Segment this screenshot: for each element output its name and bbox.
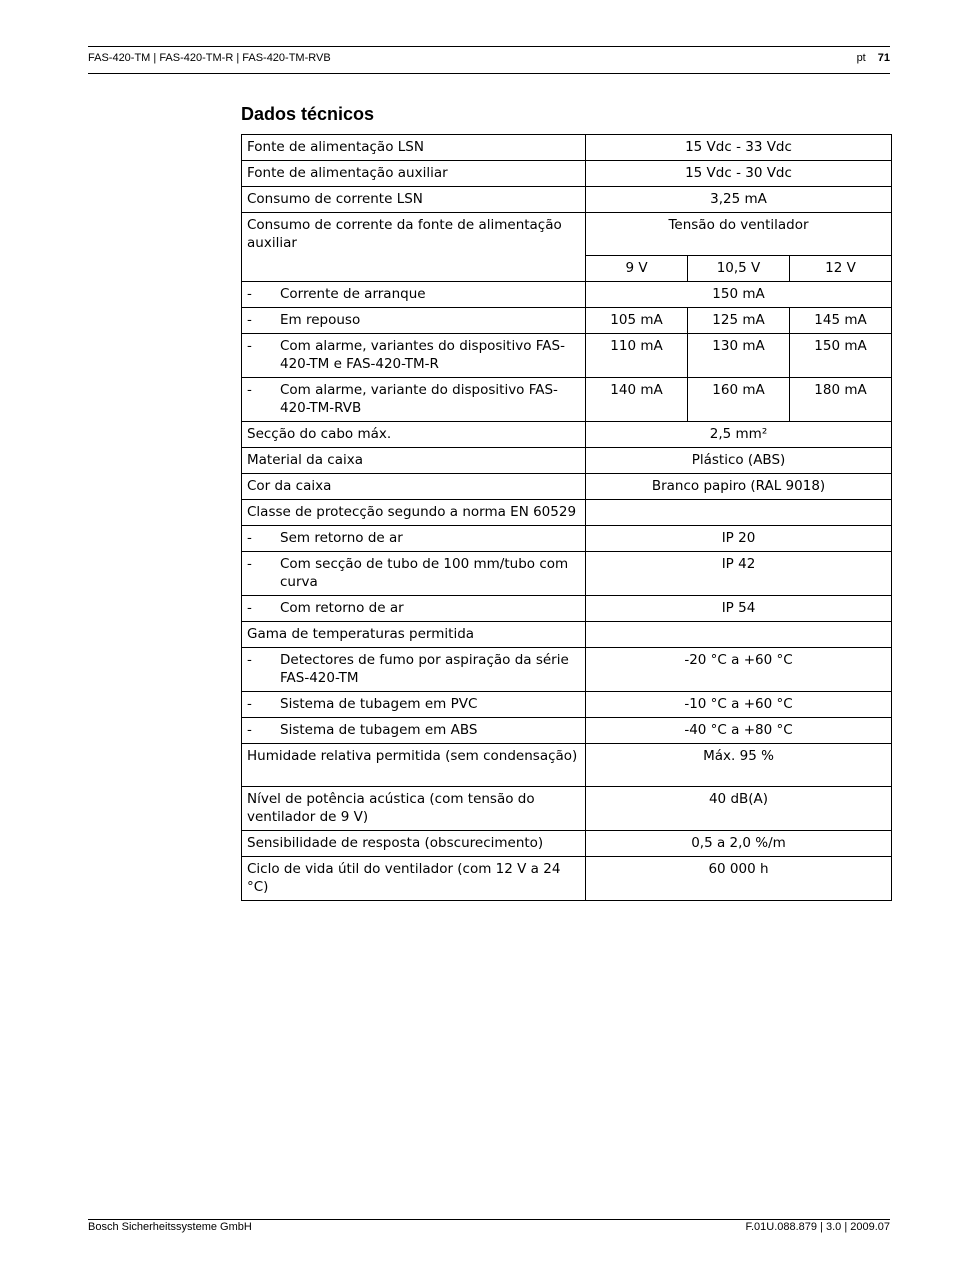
table-row: [242, 692, 892, 718]
technical-data-table: [241, 134, 892, 901]
row-value: Branco papiro (RAL 9018): [586, 474, 892, 500]
table-row: [242, 474, 892, 500]
row-value: 150 mA: [790, 334, 892, 378]
table-row: [242, 622, 892, 648]
voltage-12v: 12 V: [790, 256, 892, 282]
table-row: [242, 448, 892, 474]
row-value: [586, 500, 892, 526]
row-value: 40 dB(A): [586, 787, 892, 831]
row-value: IP 54: [586, 596, 892, 622]
table-row: [242, 648, 892, 692]
table-row: [242, 744, 892, 787]
table-row: [242, 718, 892, 744]
bullet-dash: -: [247, 338, 252, 354]
fan-voltage-header: Tensão do ventilador: [586, 213, 892, 256]
row-value: -20 °C a +60 °C: [586, 648, 892, 692]
header-page-number: 71: [877, 52, 890, 64]
row-label: - Com secção de tubo de 100 mm/tubo com curva: [242, 552, 586, 596]
table-row: [242, 187, 892, 213]
row-value: 150 mA: [586, 282, 892, 308]
row-label: - Sistema de tubagem em ABS: [242, 718, 586, 744]
bullet-dash: -: [247, 530, 252, 546]
header-top-rule: [88, 46, 890, 47]
row-label: - Em repouso: [242, 308, 586, 334]
row-value: 105 mA: [586, 308, 688, 334]
row-label: - Sistema de tubagem em PVC: [242, 692, 586, 718]
row-label: Fonte de alimentação auxiliar: [242, 161, 586, 187]
row-value: IP 20: [586, 526, 892, 552]
bullet-dash: -: [247, 312, 252, 328]
table-row: [242, 526, 892, 552]
bullet-dash: -: [247, 382, 252, 398]
row-label: - Corrente de arranque: [242, 282, 586, 308]
row-label: Classe de protecção segundo a norma EN 60529: [242, 500, 586, 526]
voltage-10-5v: 10,5 V: [688, 256, 790, 282]
header-page-info: [857, 52, 890, 64]
row-value: 125 mA: [688, 308, 790, 334]
table-row: [242, 161, 892, 187]
row-label: Nível de potência acústica (com tensão do ventilador de 9 V): [242, 787, 586, 831]
row-value: -10 °C a +60 °C: [586, 692, 892, 718]
row-value: 60 000 h: [586, 857, 892, 901]
table-row: [242, 282, 892, 308]
bullet-dash: -: [247, 722, 252, 738]
row-label: Cor da caixa: [242, 474, 586, 500]
row-value: IP 42: [586, 552, 892, 596]
row-label: Sensibilidade de resposta (obscurecimento): [242, 831, 586, 857]
footer-document-reference: F.01U.088.879 | 3.0 | 2009.07: [745, 1221, 890, 1233]
table-row: [242, 831, 892, 857]
row-value: 15 Vdc - 30 Vdc: [586, 161, 892, 187]
row-label: - Sem retorno de ar: [242, 526, 586, 552]
row-label: Secção do cabo máx.: [242, 422, 586, 448]
table-row: [242, 552, 892, 596]
table-row: [242, 213, 892, 256]
table-row: [242, 378, 892, 422]
row-value: -40 °C a +80 °C: [586, 718, 892, 744]
row-label: - Com alarme, variantes do dispositivo FAS-420-TM e FAS-420-TM-R: [242, 334, 586, 378]
bullet-dash: -: [247, 652, 252, 668]
table-row: [242, 500, 892, 526]
table-row: [242, 308, 892, 334]
footer-rule: [88, 1219, 890, 1220]
row-label: Gama de temperaturas permitida: [242, 622, 586, 648]
row-value: 0,5 a 2,0 %/m: [586, 831, 892, 857]
row-value: 130 mA: [688, 334, 790, 378]
row-label: - Com retorno de ar: [242, 596, 586, 622]
row-label: Ciclo de vida útil do ventilador (com 12 V a 24 °C): [242, 857, 586, 901]
row-value: 110 mA: [586, 334, 688, 378]
header-language: pt: [856, 52, 866, 64]
row-label: Fonte de alimentação LSN: [242, 135, 586, 161]
bullet-dash: -: [247, 556, 252, 572]
row-label: Humidade relativa permitida (sem condensação): [242, 744, 586, 787]
section-title: Dados técnicos: [241, 104, 375, 124]
row-label: - Com alarme, variante do dispositivo FAS-420-TM-RVB: [242, 378, 586, 422]
row-value: [586, 622, 892, 648]
bullet-dash: -: [247, 600, 252, 616]
row-value: 180 mA: [790, 378, 892, 422]
table-row: [242, 787, 892, 831]
voltage-9v: 9 V: [586, 256, 688, 282]
row-value: Plástico (ABS): [586, 448, 892, 474]
row-value: Máx. 95 %: [586, 744, 892, 787]
footer-company: Bosch Sicherheitssysteme GmbH: [88, 1221, 252, 1233]
table-row: [242, 857, 892, 901]
row-value: 3,25 mA: [586, 187, 892, 213]
header-models: FAS-420-TM | FAS-420-TM-R | FAS-420-TM-RVB: [88, 52, 331, 64]
table-row: [242, 596, 892, 622]
row-value: 160 mA: [688, 378, 790, 422]
table-row: [242, 422, 892, 448]
row-label: Consumo de corrente da fonte de alimentação auxiliar: [242, 213, 586, 282]
table-row: [242, 334, 892, 378]
row-value: 2,5 mm²: [586, 422, 892, 448]
row-value: 15 Vdc - 33 Vdc: [586, 135, 892, 161]
row-label: - Detectores de fumo por aspiração da série FAS-420-TM: [242, 648, 586, 692]
bullet-dash: -: [247, 696, 252, 712]
row-label: Consumo de corrente LSN: [242, 187, 586, 213]
row-value: 145 mA: [790, 308, 892, 334]
bullet-dash: -: [247, 286, 252, 302]
row-label: Material da caixa: [242, 448, 586, 474]
row-value: 140 mA: [586, 378, 688, 422]
header-bottom-rule: [88, 73, 890, 74]
table-row: [242, 135, 892, 161]
